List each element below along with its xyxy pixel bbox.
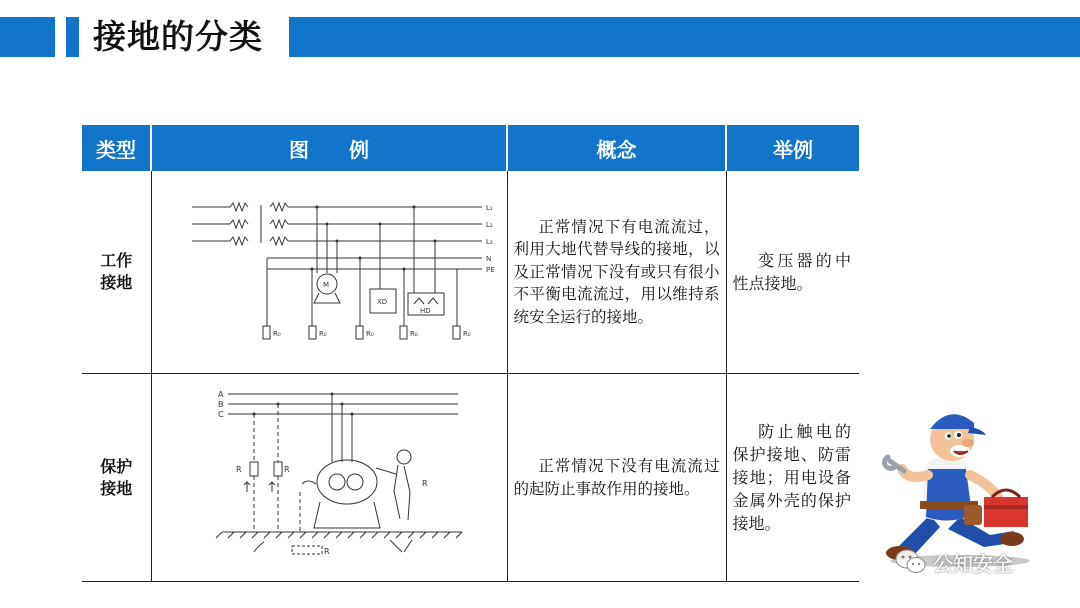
type-label-line2: 接地 xyxy=(100,478,133,498)
wechat-icon xyxy=(895,548,927,576)
ground-label: R₀ xyxy=(318,330,327,338)
concept-cell-protective xyxy=(507,374,726,582)
device-label: HD xyxy=(419,307,431,315)
example-cell-protective xyxy=(726,374,859,582)
grounding-classification-table xyxy=(82,125,859,582)
line-label: B xyxy=(217,400,223,409)
type-label-line2: 接地 xyxy=(100,273,133,292)
concept-text: 正常情况下有电流流过，利用大地代替导线的接地，以及正常情况下没有或只有很小不平衡电流流过，用以维持系统安全运行的接地。 xyxy=(513,217,720,326)
working-grounding-diagram xyxy=(152,171,508,373)
ground-label: R₀ xyxy=(365,330,374,338)
phase-label: PE xyxy=(485,266,495,274)
phase-label: L₃ xyxy=(485,238,493,246)
phase-label: N xyxy=(485,255,491,263)
diagram-cell-protective xyxy=(151,374,507,582)
ground-label: R₀ xyxy=(409,330,418,338)
header-bar-accent xyxy=(66,17,79,57)
table-header-row xyxy=(82,125,859,171)
type-label-line1: 工作 xyxy=(100,251,133,270)
ground-label: R₀ xyxy=(272,330,281,338)
type-cell-working xyxy=(82,171,151,374)
page-title: 接地的分类 xyxy=(93,17,263,56)
column-header-concept: 概念 xyxy=(507,125,726,171)
line-label: A xyxy=(217,390,223,399)
concept-text: 正常情况下没有电流流过的起防止事故作用的接地。 xyxy=(513,457,720,498)
type-cell-protective xyxy=(82,374,151,582)
header-bar-left xyxy=(0,17,55,57)
resistor-label: R xyxy=(421,479,428,488)
ground-label: R₀ xyxy=(462,330,471,338)
column-header-diagram: 图 例 xyxy=(151,125,507,171)
concept-cell-working xyxy=(507,171,726,374)
protective-grounding-diagram xyxy=(152,374,508,581)
resistor-label: R xyxy=(283,465,290,474)
example-cell-working xyxy=(726,171,859,374)
example-text: 变压器的中性点接地。 xyxy=(732,251,851,293)
watermark xyxy=(895,545,1013,579)
column-header-type: 类型 xyxy=(82,125,151,171)
header-bar-right xyxy=(289,17,1080,57)
device-label: XD xyxy=(376,298,387,306)
column-header-example: 举例 xyxy=(726,125,859,171)
table-row xyxy=(82,171,859,374)
device-label: M xyxy=(322,281,329,289)
diagram-cell-working xyxy=(151,171,507,374)
line-label: C xyxy=(217,410,224,419)
phase-label: L₁ xyxy=(485,204,493,212)
type-label-line1: 保护 xyxy=(100,456,133,476)
phase-label: L₂ xyxy=(485,221,493,229)
resistor-label: R xyxy=(323,547,330,556)
table-row xyxy=(82,374,859,582)
resistor-label: R xyxy=(235,465,242,474)
watermark-text: 公知安全 xyxy=(933,551,1013,576)
example-text: 防止触电的保护接地、防雷接地；用电设备金属外壳的保护接地。 xyxy=(732,422,851,533)
